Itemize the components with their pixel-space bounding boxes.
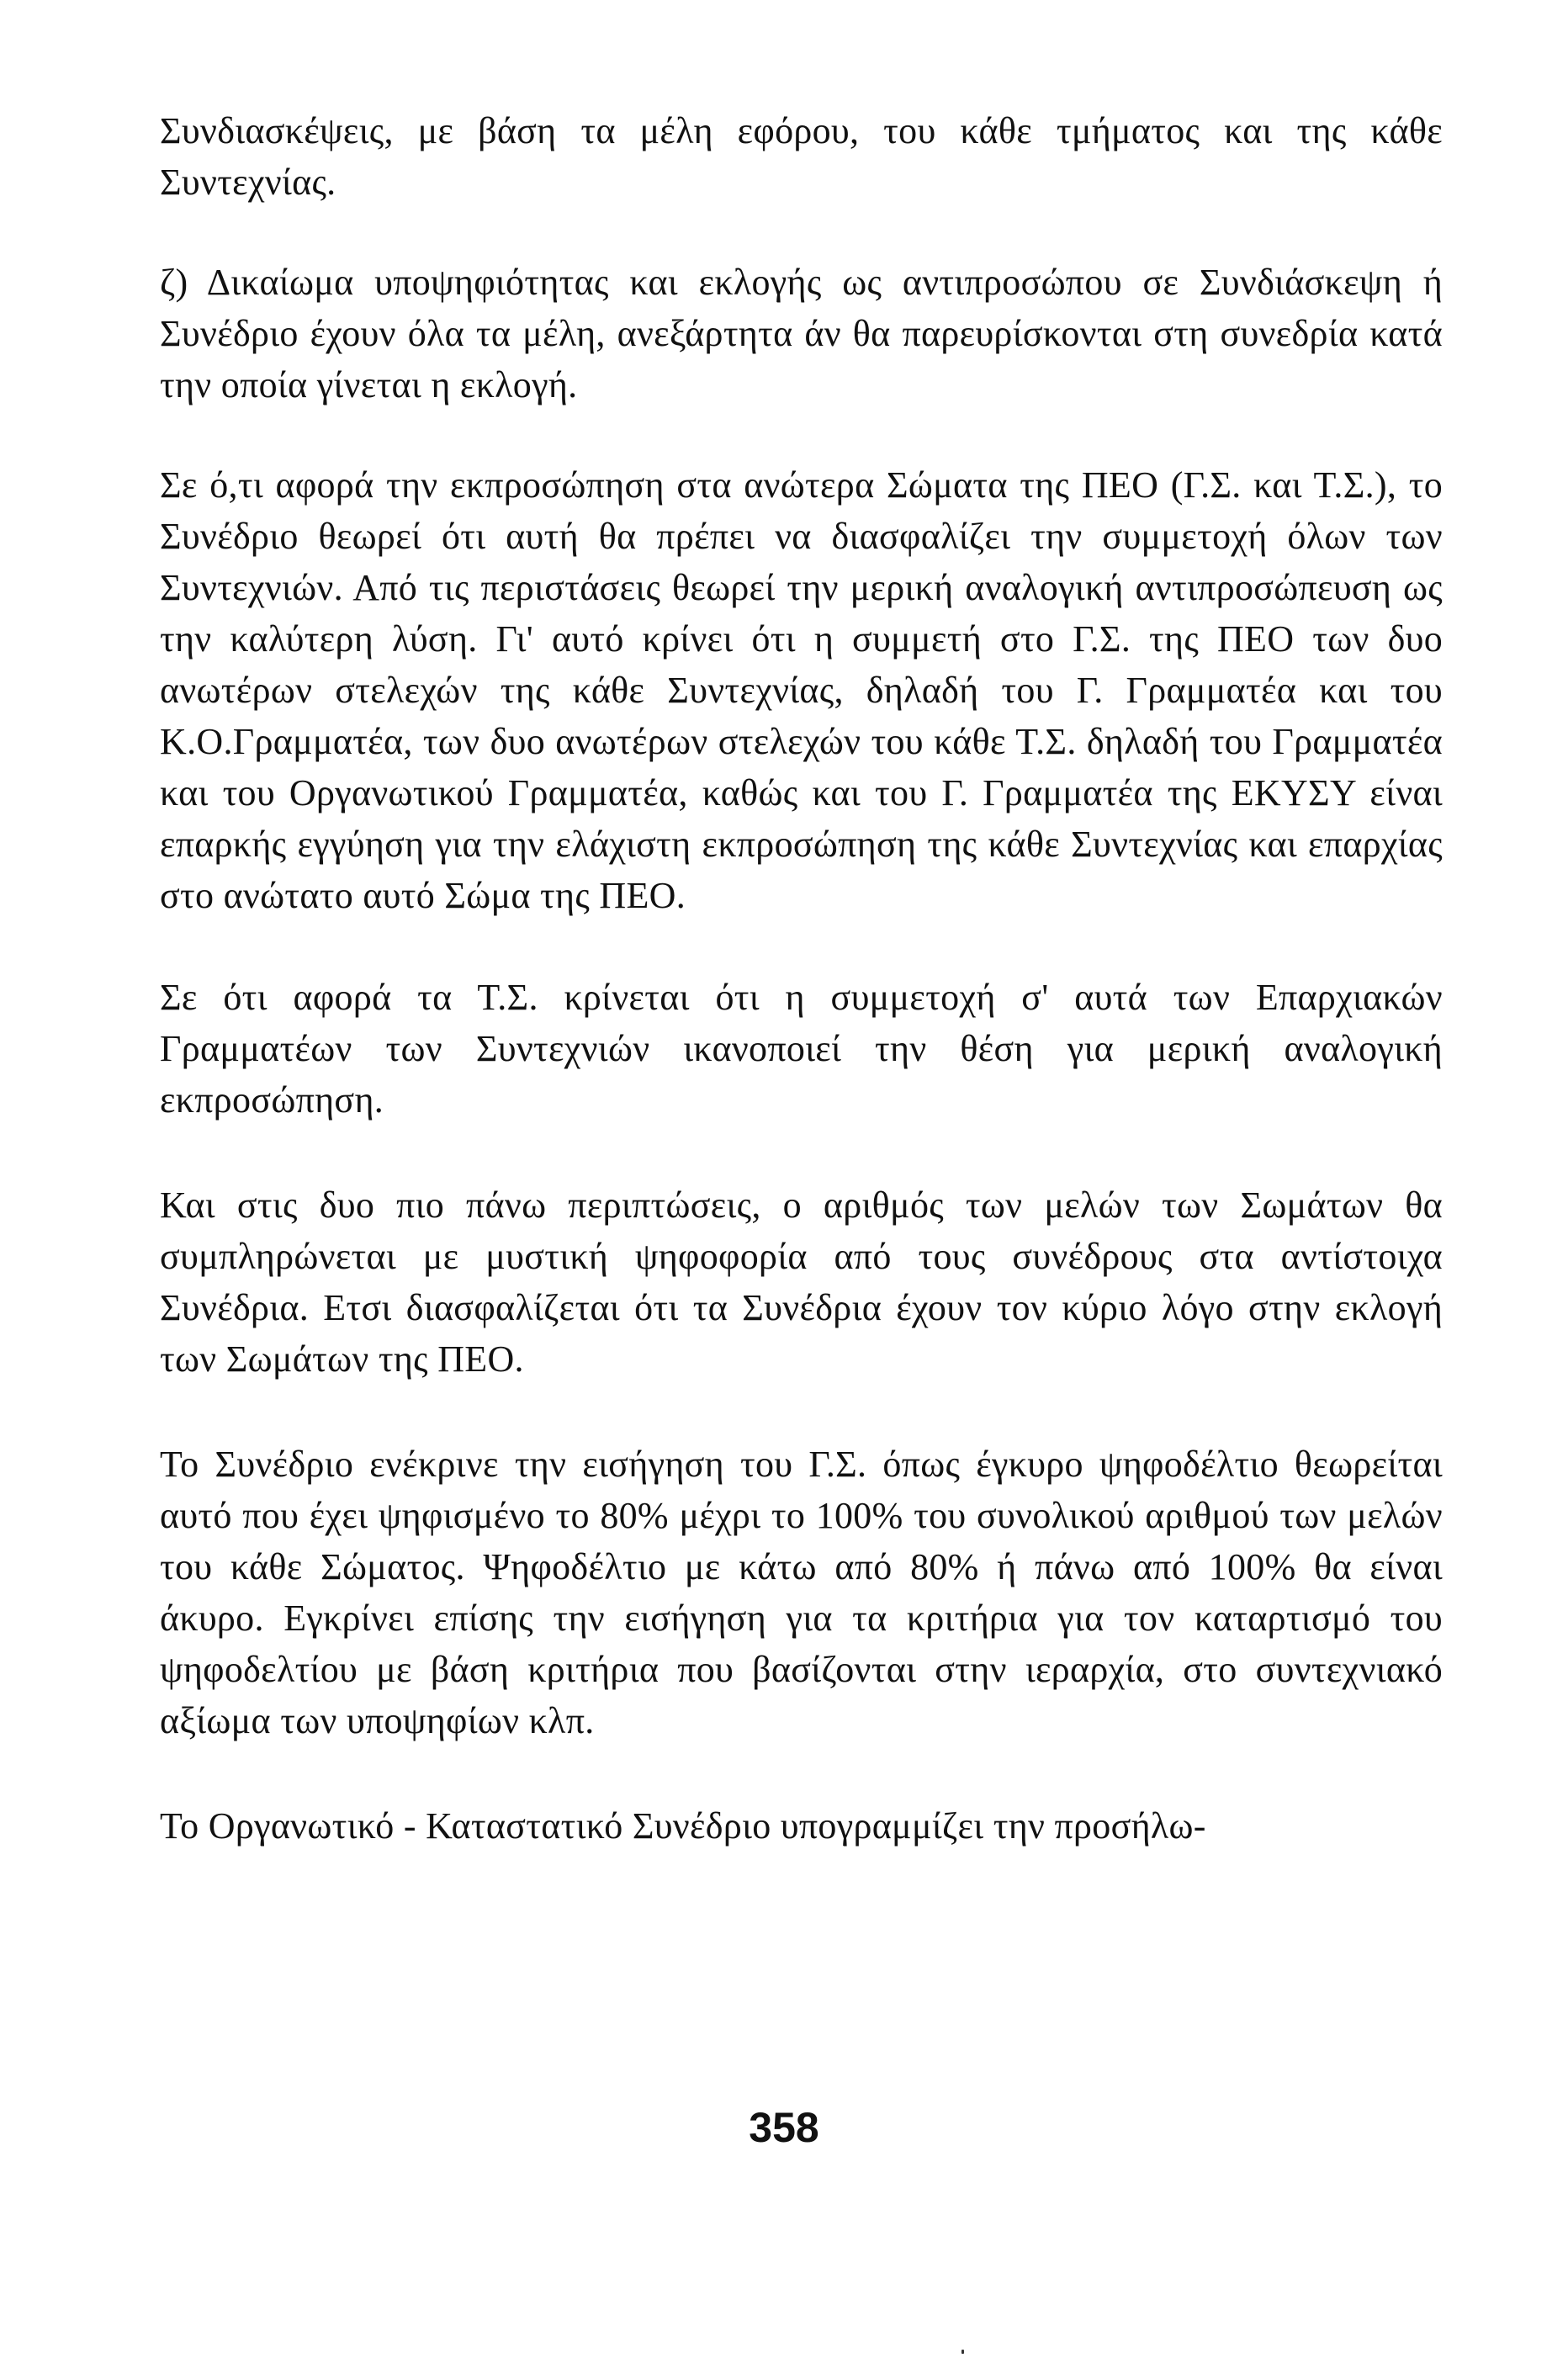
page-number: 358 [749,2104,819,2151]
paragraph-3: Σε ό,τι αφορά την εκπροσώπηση στα ανώτερα Σώματα της ΠΕΟ (Γ.Σ. και Τ.Σ.), το Συνέδριο θεωρεί ότι αυτή θα πρέπει να διασφαλίζει την συμμετοχή όλων των Συντεχνιών. Από τις περιστάσεις θεωρεί την μερική αναλογική αντιπροσώπευση ως την καλύτερη λύση. Γι' αυτό κρίνει ότι η συμμετή στο Γ.Σ. της ΠΕΟ των δυο ανωτέρων στελεχών της κάθε Συντεχνίας, δηλαδή του Γ. Γραμματέα και του Κ.Ο.Γραμματέα, των δυο ανωτέρων στελεχών του κάθε Τ.Σ. δηλαδή του Γραμματέα και του Οργανωτικού Γραμματέα, καθώς και του Γ. Γραμματέα της ΕΚΥΣΥ είναι επαρκής εγγύηση για την ελάχιστη εκπροσώπηση της κάθε Συντεχνίας και επαρχίας στο ανώτατο αυτό Σώμα της ΠΕΟ. [160,464,1443,916]
paragraph-5: Και στις δυο πιο πάνω περιπτώσεις, ο αριθμός των μελών των Σωμάτων θα συμπληρώνεται με μυστική ψηφοφορία από τους συνέδρους στα αντίστοιχα Συνέδρια. Ετσι διασφαλίζεται ότι τα Συνέδρια έχουν τον κύριο λόγο στην εκλογή των Σωμάτων της ΠΕΟ. [160,1184,1443,1380]
text-body [160,105,1443,1852]
paragraph-2: ζ) Δικαίωμα υποψηφιότητας και εκλογής ως αντιπροσώπου σε Συνδιάσκεψη ή Συνέδριο έχουν όλα τα μέλη, ανεξάρτητα άν θα παρευρίσκονται στη συνεδρία κατά την οποία γίνεται η εκλογή. [160,262,1443,405]
paragraph-7: Το Οργανωτικό - Καταστατικό Συνέδριο υπογραμμίζει την προσήλω- [160,1805,1206,1847]
paragraph-6: Το Συνέδριο ενέκρινε την εισήγηση του Γ.Σ. όπως έγκυρο ψηφοδέλτιο θεωρείται αυτό που έχει ψηφισμένο το 80% μέχρι το 100% του συνολικού αριθμού των μελών του κάθε Σώματος. Ψηφοδέλτιο με κάτω από 80% ή πάνω από 100% θα είναι άκυρο. Εγκρίνει επίσης την εισήγηση για τα κριτήρια για τον καταρτισμό του ψηφοδελτίου με βάση κριτήρια που βασίζονται στην ιεραρχία, στο συντεχνιακό αξίωμα των υποψηφίων κλπ. [160,1444,1443,1741]
scan-speck [961,2350,964,2354]
paragraph-4: Σε ότι αφορά τα Τ.Σ. κρίνεται ότι η συμμετοχή σ' αυτά των Επαρχιακών Γραμματέων των Συντεχνιών ικανοποιεί την θέση για μερική αναλογική εκπροσώπηση. [160,977,1443,1121]
paragraph-1: Συνδιασκέψεις, με βάση τα μέλη εφόρου, του κάθε τμήματος και της κάθε Συντεχνίας. [160,110,1443,203]
